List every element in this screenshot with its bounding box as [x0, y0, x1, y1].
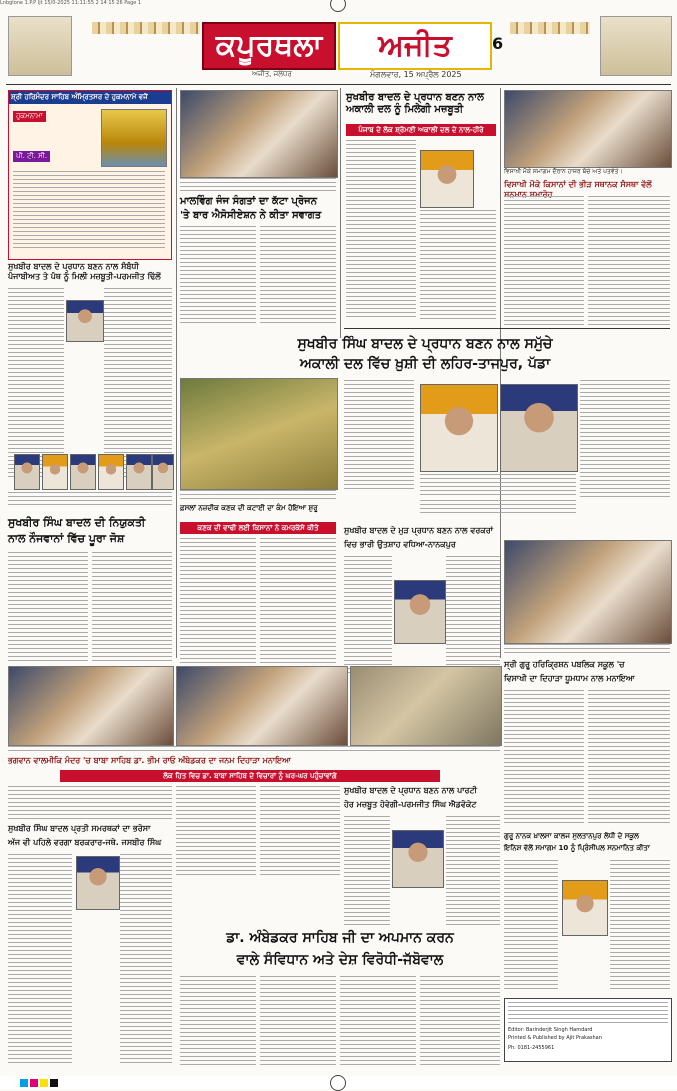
article-text [260, 786, 340, 876]
article-text [588, 690, 670, 826]
person-portrait [420, 384, 498, 472]
photo-caption [8, 492, 172, 506]
photo-caption [180, 178, 336, 192]
headline: ਵਿਸਾਖੀ ਦਾ ਦਿਹਾੜਾ ਧੂਮਧਾਮ ਨਾਲ ਮਨਾਇਆ [504, 674, 635, 683]
headline: ਡਾ. ਅੰਬੇਡਕਰ ਸਾਹਿਬ ਜੀ ਦਾ ਅਪਮਾਨ ਕਰਨ [226, 930, 454, 946]
person-portrait [152, 454, 174, 490]
article-text [8, 288, 64, 478]
ad-label: ਪੀ. ਟੀ. ਸੀ. [13, 151, 50, 162]
article-text [104, 288, 172, 478]
ad-title: ਸ਼੍ਰੀ ਹਰਿਮੰਦਰ ਸਾਹਿਬ ਅੰਮ੍ਰਿਤਸਰ ਦੇ ਹੁਕਮਨਾਮੇ ਵਜੋਂ [9, 91, 171, 104]
headline: ਨਾਲ ਨੌਜਵਾਨਾਂ ਵਿੱਚ ਪੂਰਾ ਜੋਸ਼ [8, 532, 125, 545]
paper-name-right: ਅਜੀਤ [338, 22, 492, 70]
headline: ਵਾਲੇ ਸੰਵਿਧਾਨ ਅਤੇ ਦੇਸ਼ ਵਿਰੋਧੀ-ਜੱਬੋਵਾਲ [236, 952, 444, 968]
article-text [346, 140, 416, 320]
award-photo [176, 666, 348, 746]
person-portrait [98, 454, 124, 490]
headline: ਸੁਖਬੀਰ ਬਾਦਲ ਦੇ ਮੁੜ ਪ੍ਰਧਾਨ ਬਣਨ ਨਾਲ ਵਰਕਰਾਂ [344, 526, 494, 535]
column-divider [176, 88, 177, 658]
person-portrait [66, 300, 104, 342]
kicker-bar: ਲੋਕ ਹਿਤ ਵਿਚ ਡਾ. ਬਾਬਾ ਸਾਹਿਬ ਦੇ ਵਿਚਾਰਾਂ ਨੂੰ ਘਰ-ਘਰ ਪਹੁੰਚਾਵਾਂਗੇ [60, 770, 440, 782]
article-text [120, 854, 172, 1064]
headline: ਅਕਾਲੀ ਦਲ ਵਿੱਚ ਖ਼ੁਸ਼ੀ ਦੀ ਲਹਿਰ-ਤਾਜਪੁਰ, ਪੱਡਾ [299, 356, 551, 372]
column-divider [500, 88, 501, 658]
article-text [420, 500, 576, 516]
person-portrait [42, 454, 68, 490]
article-text [504, 860, 558, 992]
photo-caption [180, 490, 336, 500]
article-text [344, 816, 390, 926]
headline: ਫ਼ਸਲਾਂ ਨਜ਼ਦੀਕ ਕਣਕ ਦੀ ਕਟਾਈ ਦਾ ਕੰਮ ਹੋਇਆ ਸ਼ੁਰੂ [180, 504, 318, 512]
kicker-bar: ਕਣਕ ਦੀ ਵਾਢੀ ਲਈ ਕਿਸਾਨਾਂ ਨੇ ਕਮਰਕੱਸੇ ਕੀਤੇ [180, 522, 336, 534]
column-divider [340, 88, 341, 338]
publisher-text [508, 1002, 668, 1024]
page-number: 6 [492, 34, 504, 53]
person-portrait [500, 384, 578, 472]
phone-line: Ph: 0181-2455961 [508, 1045, 555, 1051]
person-portrait [126, 454, 152, 490]
article-text [8, 552, 88, 662]
bottom-color-bar [0, 1076, 677, 1089]
ad-label: ਹੁਕਮਨਾਮਾ [13, 111, 46, 122]
masthead-subtitle: ਅਜੀਤ, ਜਲੰਧਰ [252, 70, 292, 78]
photo-caption [8, 746, 500, 754]
person-portrait [420, 150, 474, 208]
headline: ਭਗਵਾਨ ਵਾਲਮੀਕਿ ਮੰਦਰ 'ਚ ਬਾਬਾ ਸਾਹਿਬ ਡਾ. ਭੀਮ ਰਾਓ ਅੰਬੇਡਕਰ ਦਾ ਜਨਮ ਦਿਹਾੜਾ ਮਨਾਇਆ [8, 756, 291, 765]
photo-caption [420, 474, 576, 496]
publisher-line: Printed & Published by Ajit Prakashan [508, 1035, 602, 1041]
article-text [180, 976, 256, 1066]
decorative-border [92, 22, 200, 34]
masthead-rule [6, 84, 671, 85]
article-text [340, 976, 416, 1066]
article-text [446, 816, 500, 926]
article-text [504, 196, 584, 328]
article-text [420, 976, 500, 1066]
headline: ਵਿਚ ਭਾਰੀ ਉਤਸ਼ਾਹ ਵਧਿਆ-ਨਾਨਕਪੁਰ [344, 540, 456, 549]
ad-body-text [13, 171, 165, 251]
stage-photo [350, 666, 502, 746]
article-text [344, 556, 392, 676]
person-portrait [394, 580, 446, 644]
article-text [180, 538, 256, 666]
article-text [344, 380, 414, 492]
headline: ਹੋਰ ਮਜ਼ਬੂਤ ਹੋਵੇਗੀ-ਪਰਮਜੀਤ ਸਿੰਘ ਐਡਵੋਕੇਟ [344, 800, 477, 809]
article-text [588, 196, 670, 328]
heritage-building-photo [600, 16, 672, 76]
article-text [446, 556, 500, 676]
print-info-strip: Lnbglone 1.P.P Ijt 15/0-2025 11:11:55 2 14 15 26 Page 1 [0, 0, 142, 6]
headline: ਵਿਸਾਖੀ ਮੌਕੇ ਕਿਸਾਨਾਂ ਦੀ ਭੀੜ ਸਥਾਨਕ ਸੰਸਥਾ ਵੱਲੋਂ ਸਨਮਾਨ ਸਮਾਰੋਹ [504, 180, 652, 199]
article-text [580, 380, 670, 500]
article-text [260, 538, 336, 666]
person-portrait [392, 830, 444, 888]
person-portrait [76, 856, 120, 910]
masthead [0, 14, 677, 80]
headline: ਇਨਿਸ਼ ਵੱਲੋਂ ਸਮਾਗਮ 10 ਨੂੰ ਪ੍ਰਿੰਸੀਪਲ ਸਨਮਾਨਿਤ ਕੀਤਾ [504, 844, 650, 852]
article-text [504, 690, 584, 826]
headline: ਮਾਲਵਿੰਗ ਜੰਜ ਸੰਗਤਾਂ ਦਾ ਕੱਟਾ ਪ੍ਰੋਜਨ [180, 196, 317, 207]
article-text [176, 786, 256, 876]
golden-temple-photo [101, 109, 167, 167]
person-portrait [562, 880, 608, 936]
photo-caption [504, 644, 670, 656]
article-text [92, 552, 172, 662]
dateline: ਮੰਗਲਵਾਰ, 15 ਅਪ੍ਰੈਲ 2025 [370, 70, 462, 79]
article-text [260, 226, 336, 324]
publisher-box [504, 998, 672, 1062]
ceremony-photo [180, 90, 338, 178]
headline: ਸੁਖਬੀਰ ਬਾਦਲ ਦੇ ਪ੍ਰਧਾਨ ਬਣਨ ਨਾਲ ਸੰਬੰਧੀ ਪੰਜਾਬੀਅਤ ਤੇ ਪੰਥ ਨੂੰ ਮਿਲੀ ਮਜ਼ਬੂਤੀ-ਪਰਮਜੀਤ ਢਿੱਲੋਂ [8, 262, 161, 281]
harvest-photo [180, 378, 338, 490]
headline: ਸ੍ਰੀ ਗੁਰੂ ਹਰਿਕ੍ਰਿਸ਼ਨ ਪਬਲਿਕ ਸਕੂਲ 'ਚ [504, 660, 625, 669]
article-text [8, 854, 72, 1064]
headline: ਅੱਜ ਵੀ ਪਹਿਲੇ ਵਰਗਾ ਬਰਕਰਾਰ-ਜਥੇ. ਜਸਬੀਰ ਸਿੰਘ [8, 838, 162, 847]
section-rule [344, 328, 670, 329]
headline: ਗੁਰੂ ਨਾਨਕ ਖ਼ਾਲਸਾ ਕਾਲਜ ਸੁਲਤਾਨਪੁਰ ਲੋਧੀ ਦੇ ਸਕੂਲ [504, 832, 639, 840]
hukamnama-ad [8, 90, 172, 260]
headline: ਸੁਖਬੀਰ ਸਿੰਘ ਬਾਦਲ ਦੀ ਨਿਯੁਕਤੀ [8, 516, 146, 529]
article-text [8, 786, 172, 820]
paper-name-left: ਕਪੂਰਥਲਾ [202, 22, 336, 70]
article-text [260, 976, 336, 1066]
photo-caption: ਵਿਸਾਖੀ ਮੌਕੇ ਸਮਾਗਮ ਦੌਰਾਨ ਹਾਜ਼ਰ ਬੱਚੇ ਅਤੇ ਪਤਵੰਤੇ। [504, 168, 623, 175]
headline: ਸੁਖਬੀਰ ਸਿੰਘ ਬਾਦਲ ਦੇ ਪ੍ਰਧਾਨ ਬਣਨ ਨਾਲ ਸਮੁੱਚੇ [297, 336, 553, 352]
editor-line: Editor: Barinderjit Singh Hamdard [508, 1027, 593, 1033]
article-text [610, 860, 670, 992]
school-event-photo [504, 540, 672, 644]
person-portrait [70, 454, 96, 490]
headline: ਸੁਖਬੀਰ ਬਾਦਲ ਦੇ ਪ੍ਰਧਾਨ ਬਣਨ ਨਾਲ ਪਾਰਟੀ [344, 786, 478, 795]
kicker-bar: ਪੰਜਾਬ ਦੇ ਲੋਕ ਸ਼੍ਰੋਮਣੀ ਅਕਾਲੀ ਦਲ ਦੇ ਨਾਲ-ਹੀਰੇ [346, 124, 496, 136]
headline: ਸੁਖਬੀਰ ਸਿੰਘ ਬਾਦਲ ਪ੍ਰਤੀ ਸਮਰਥਕਾਂ ਦਾ ਭਰੋਸਾ [8, 824, 151, 833]
celebration-photo [504, 90, 672, 168]
person-portrait [14, 454, 40, 490]
temple-event-photo [8, 666, 174, 746]
article-text [180, 226, 256, 324]
headline: ਸੁਖਬੀਰ ਬਾਦਲ ਦੇ ਪ੍ਰਧਾਨ ਬਣਨ ਨਾਲ ਅਕਾਲੀ ਦਲ ਨੂੰ ਮਿਲੇਗੀ ਮਜ਼ਬੂਤੀ [346, 92, 484, 115]
gurdwara-photo [8, 16, 72, 76]
article-text [420, 210, 496, 320]
headline: 'ਤੇ ਬਾਰ ਐਸੋਸੀਏਸ਼ਨ ਨੇ ਕੀਤਾ ਸਵਾਗਤ [180, 210, 322, 221]
decorative-border [510, 22, 590, 34]
